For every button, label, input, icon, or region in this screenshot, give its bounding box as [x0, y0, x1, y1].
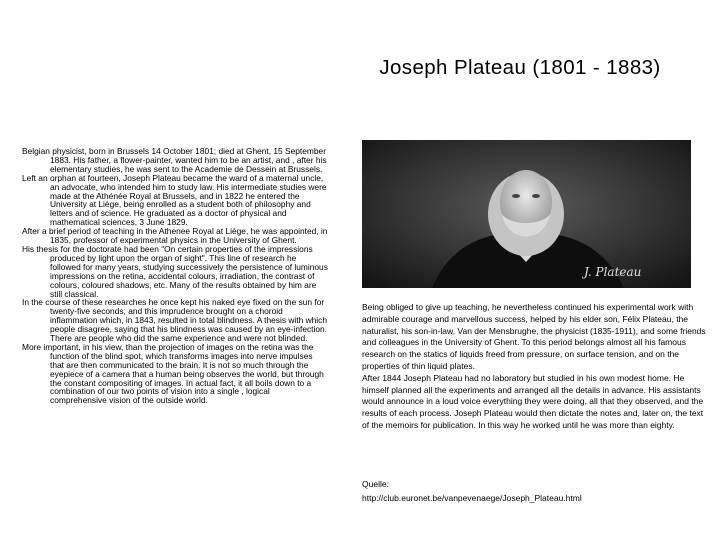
source-label: Quelle: [362, 479, 389, 489]
slide-title: Joseph Plateau (1801 - 1883) [379, 56, 661, 79]
bio-paragraph: Being obliged to give up teaching, he nevertheless continued his experimental work with admirable courage and marvellous success, helped by his elder son, Félix Plateau, the naturalist, his son-in-law, Van der Mensbrughe, the physicist (1835-1911), and some friends and colleagues in the University of Ghent. To this period belongs almost all his famous research on the statics of liquids freed from pressure, on surface tension, and on the properties of thin liquid plates. [362, 302, 706, 371]
bio-paragraph: After a brief period of teaching in the Athenee Royal at Liège, he was appointed, in 1835, professor of experimental physics in the University of Ghent. [22, 226, 328, 246]
biography-right-column [362, 302, 707, 432]
bio-paragraph: Belgian physicist, born in Brussels 14 October 1801; died at Ghent, 15 September 1883. His father, a flower-painter, wanted him to be an artist, and , after his elementary studies, he was sent to the Academie de Dessein at Brussels. [22, 146, 327, 174]
source-url[interactable]: http://club.euronet.be/vanpevenaege/Joseph_Plateau.html [362, 492, 582, 503]
bio-paragraph: Left an orphan at fourteen, Joseph Plateau became the ward of a maternal uncle, an advocate, who intended him to study law. His intermediate studies were made at the Athénée Royal at Brussels, and in 1822 he entered the University at Liège, being enrolled as a student both of philosophy and letters and of science. He graduated as a doctor of physical and mathematical sciences, 3 June 1829. [22, 172, 327, 228]
portrait-photo [362, 140, 691, 288]
bio-paragraph: In the course of these researches he once kept his naked eye fixed on the sun for twenty-five seconds, and this imprudence brought on a choroid inflammation which, in 1843, resulted in total blindness. A thesis with which people disagree, saying that his blindness was caused by an eye-infection. There are people who did the same experience and were not blinded. [22, 297, 328, 344]
bio-paragraph: His thesis for the doctorate had been "On certain properties of the impressions produced by light upon the organ of sight". This line of research he followed for many years, studying successively the persistence of luminous impressions on the retina, accidental colours, irradiation, the contrast of colours, coloured shadows, etc. Many of the results obtained by him are still classical. [22, 243, 328, 299]
portrait-signature: J. Plateau [584, 265, 642, 279]
biography-left-column [22, 147, 328, 405]
source-block [362, 478, 707, 505]
portrait-image [362, 140, 691, 288]
bio-paragraph: More important, in his view, than the projection of images on the retina was the function of the blind spot, which transforms images into nerve impulses that are then communicated to the brain. It is not so much through the eyepiece of a camera that a human being observes the world, but through the constant compositing of images. In actual fact, it all boils down to a combination of our two points of vision into a single , logical comprehensive vision of the outside world. [22, 341, 324, 406]
bio-paragraph: After 1844 Joseph Plateau had no laboratory but studied in his own modest home. He himself planned all the experiments and arranged all the details in advance. His assistants would announce in a loud voice everything they were doing, all that they observed, and the results of each process. Joseph Plateau would then dictate the notes and, later on, the text of the memoirs for publication. In this way he worked until he was more than eighty. [362, 372, 704, 430]
